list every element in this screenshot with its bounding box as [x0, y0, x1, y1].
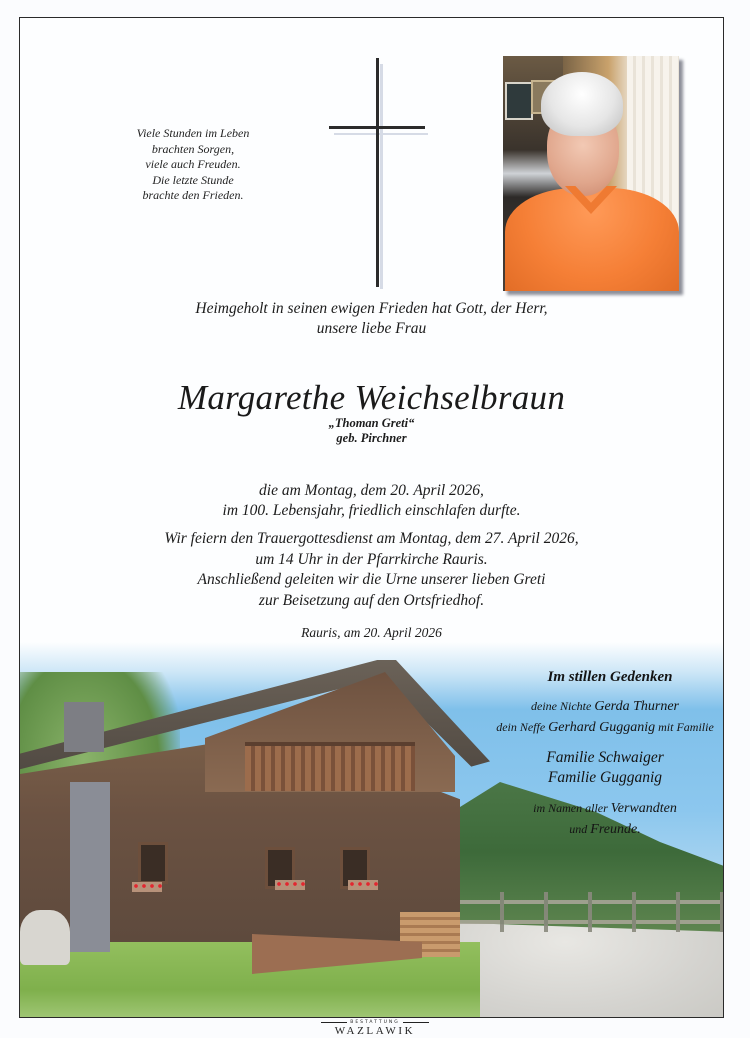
mourner-family: Familie Schwaiger — [546, 749, 664, 766]
poem-line: Die letzte Stunde — [152, 172, 234, 187]
nickname: „Thoman Greti“ — [328, 416, 415, 430]
logo-name: WAZLAWIK — [334, 1025, 416, 1037]
service-line: Anschließend geleiten wir die Urne unserer lieben Greti — [197, 571, 546, 588]
intro-text — [20, 299, 723, 339]
mourners-list — [480, 668, 723, 840]
deceased-aliases — [20, 416, 723, 446]
mourner-family: Familie Gugganig — [547, 769, 663, 786]
mourner-closing: und Freunde. — [569, 822, 641, 837]
service-line: zur Beisetzung auf den Ortsfriedhof. — [258, 591, 485, 609]
intro-line: Heimgeholt in seinen ewigen Frieden hat Gott, der Herr, — [195, 300, 548, 317]
poem-line: brachten Sorgen, — [151, 141, 235, 156]
obituary-card — [19, 17, 724, 1018]
death-notice — [20, 481, 723, 521]
mourners-heading: Im stillen Gedenken — [547, 669, 673, 685]
alpine-hut-photo — [20, 642, 723, 1017]
mourner-line: deine Nichte Gerda Thurner — [531, 699, 679, 714]
mourner-closing: im Namen aller Verwandten — [533, 801, 677, 816]
logo-subtitle: BESTATTUNG — [350, 1019, 400, 1025]
maiden-name: geb. Pirchner — [336, 431, 407, 445]
poem-line: viele auch Freuden. — [145, 157, 241, 171]
funeral-home-logo — [0, 1018, 750, 1037]
intro-line: unsere liebe Frau — [316, 320, 427, 337]
portrait-photo — [503, 56, 679, 291]
deceased-name: Margarethe Weichselbraun — [177, 378, 566, 417]
mourner-line: dein Neffe Gerhard Gugganig mit Familie — [496, 720, 714, 735]
service-line: Wir feiern den Trauergottesdienst am Montag, dem 27. April 2026, — [164, 530, 579, 547]
place-date: Rauris, am 20. April 2026 — [301, 625, 442, 640]
service-line: um 14 Uhr in der Pfarrkirche Rauris. — [255, 550, 488, 568]
poem — [98, 126, 288, 204]
death-line: im 100. Lebensjahr, friedlich einschlafen durfte. — [222, 502, 521, 519]
poem-line: Viele Stunden im Leben — [136, 126, 250, 140]
death-line: die am Montag, dem 20. April 2026, — [259, 482, 484, 499]
service-details — [20, 529, 723, 611]
poem-line: brachte den Frieden. — [142, 188, 244, 202]
